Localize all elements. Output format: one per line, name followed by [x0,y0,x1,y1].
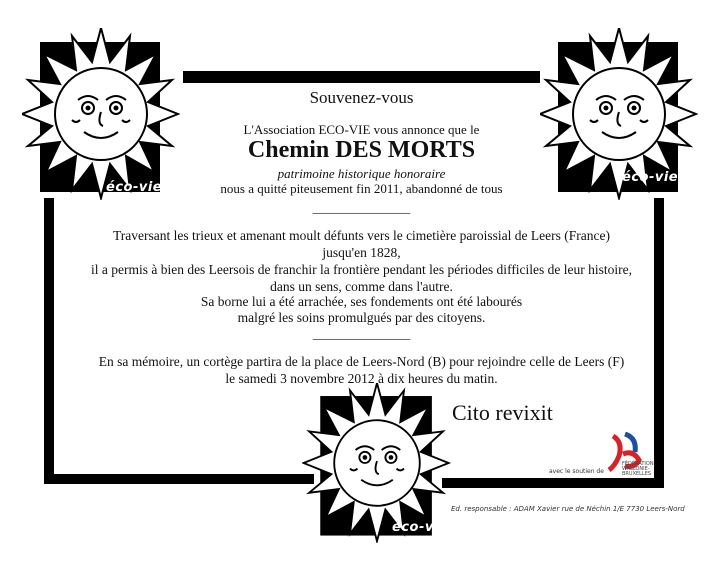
subtitle-line2: nous a quitté piteusement fin 2011, abandonné de tous [220,181,503,196]
body-line-4: dans un sens, comme dans l'autre. [270,279,453,294]
bottom-bar-right [442,478,664,488]
body-line-5: Sa borne lui a été arrachée, ses fondements ont été labourés [200,294,523,309]
document-title: Chemin DES MORTS [247,137,476,163]
federation-name: FÉDÉRATION WALLONIE-BRUXELLES [622,461,654,477]
event-line-1: En sa mémoire, un cortège partira de la place de Leers-Nord (B) pour rejoindre celle de Leers (F) [98,354,625,369]
bottom-bar-left [44,474,314,484]
eco-vie-label-bottom: éco-vie [392,520,449,535]
event-line-2: le samedi 3 novembre 2012 à dix heures du matin. [225,371,498,386]
separator-2: _______________ [312,326,411,341]
body-line-2: jusqu'en 1828, [322,245,401,260]
heading: Souvenez-vous [309,88,414,107]
eco-vie-label-top-left: éco-vie [106,180,163,195]
subtitle: patrimoine historique honoraire [277,166,446,181]
body-line-6: malgré les soins promulgués par des citoyens. [237,310,486,325]
intro-line: L'Association ECO-VIE vous annonce que le [243,122,480,137]
responsible-editor: Ed. responsable : ADAM Xavier rue de Néchin 1/E 7730 Leers-Nord [451,505,685,513]
motto: Cito revixit [452,400,553,425]
top-bar [183,71,540,83]
eco-vie-label-top-right: éco-vie [622,170,679,185]
support-label: avec le soutien de [549,468,604,475]
sun-logo-bottom [302,383,452,543]
body-line-1: Traversant les trieux et amenant moult défunts vers le cimetière paroissial de Leers (France) [113,228,610,243]
separator-1: _______________ [312,200,411,215]
body-line-3: il a permis à bien des Leersois de franchir la frontière pendant les périodes difficiles de leur histoire, [90,262,633,277]
